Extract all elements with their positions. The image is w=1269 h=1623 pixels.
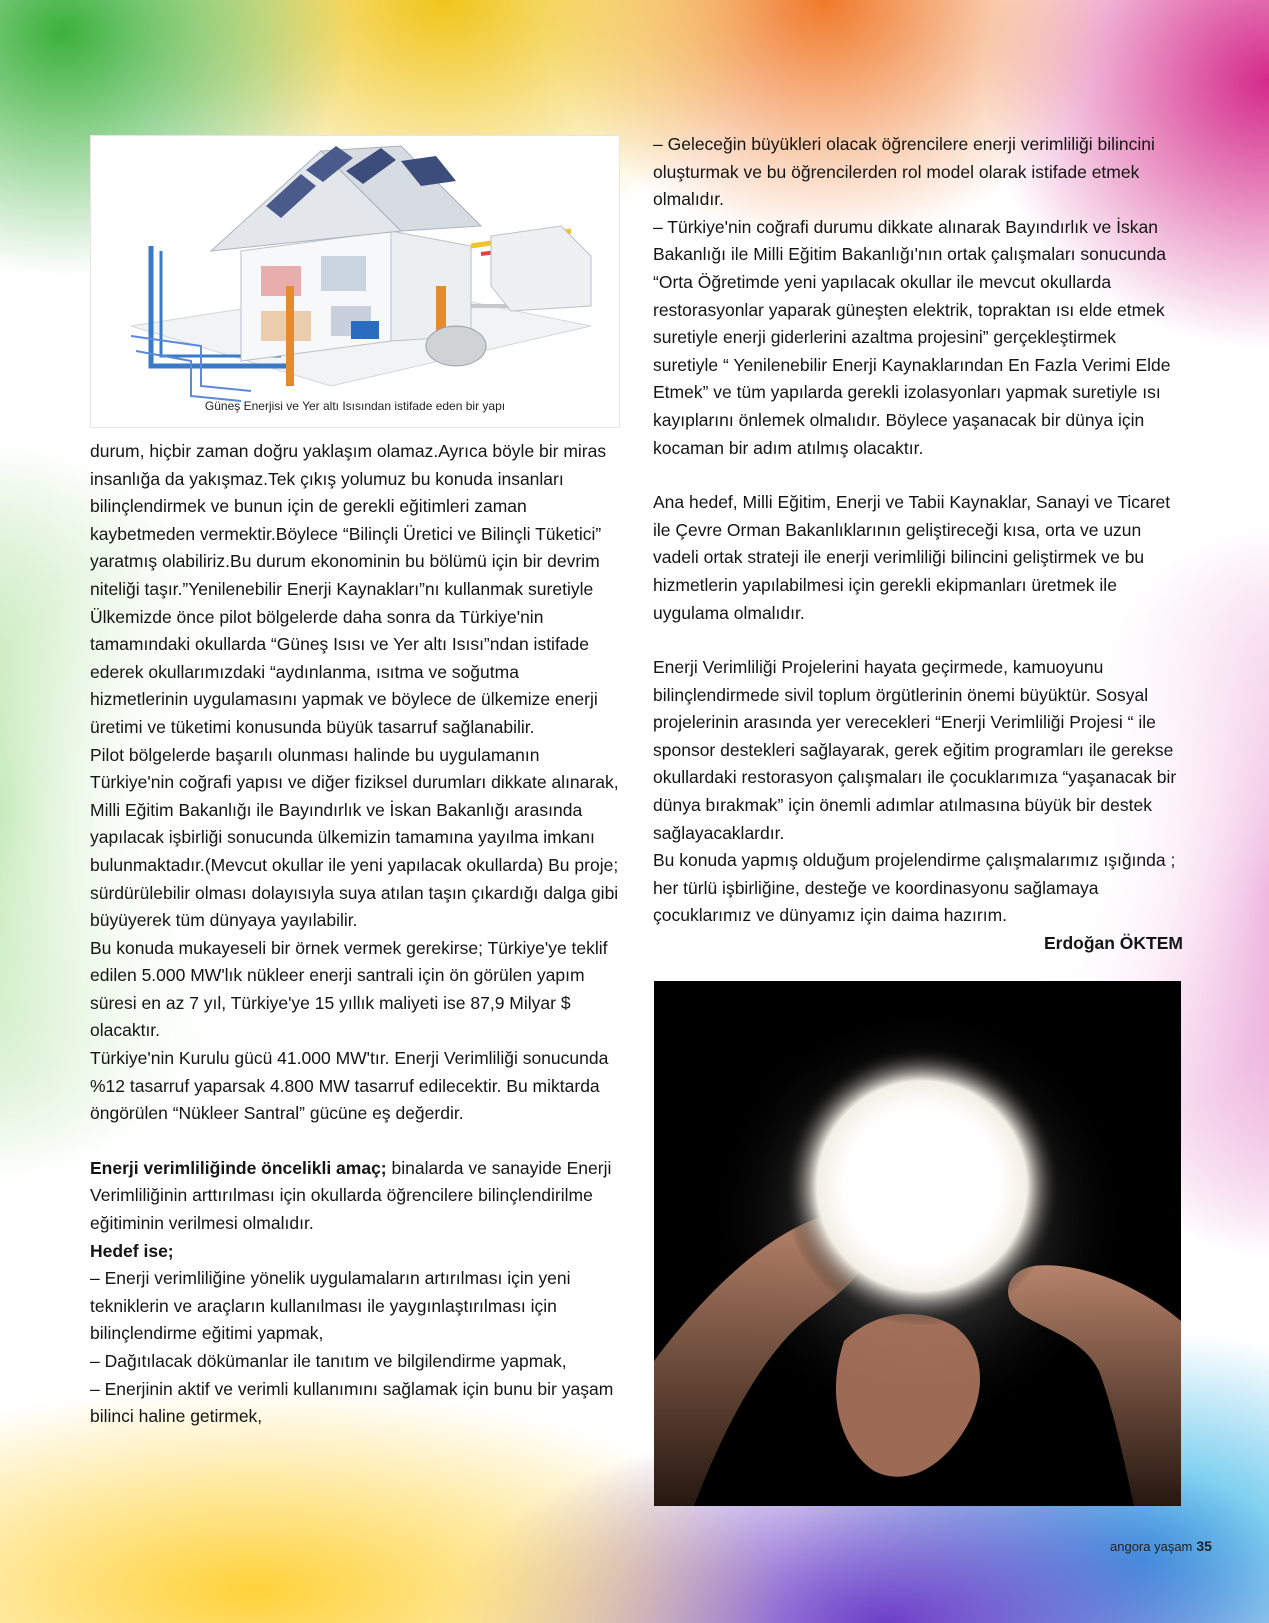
- main-goal-paragraph: Ana hedef, Milli Eğitim, Enerji ve Tabii Kaynaklar, Sanayi ve Ticaret ile Çevre Orman Bakanlıklarının geliştireceği kısa, orta ve uzun vadeli ortak strateji ile enerji verimliliği bilincini geliştirmek ve bu hizmetlerin yapılabilmesi için gerekli ekipmanları üretmek ile uygulama olmalıdır.: [653, 492, 1171, 623]
- goal-item: – Enerji verimliliğine yönelik uygulamaların artırılması için yeni tekniklerin ve araçların kullanılması ile yaygınlaştırılması için bilinçlendirme eğitimi yapmak,: [90, 1268, 571, 1344]
- paragraph: Bu konuda mukayeseli bir örnek vermek gerekirse; Türkiye'ye teklif edilen 5.000 MW'lık nükleer enerji santrali için ön görülen yapım süresi en az 7 yıl, Türkiye'ye 15 yıllık maliyeti ise 87,9 Milyar $ olacaktır.: [90, 937, 608, 1041]
- hands-light-drawing: [654, 981, 1181, 1506]
- house-drawing: [91, 136, 619, 427]
- goals-heading: Hedef ise;: [90, 1240, 174, 1261]
- magazine-name: angora yaşam: [1110, 1539, 1193, 1554]
- goal-item: – Dağıtılacak dökümanlar ile tanıtım ve bilgilendirme yapmak,: [90, 1351, 567, 1371]
- figure-caption: Güneş Enerjisi ve Yer altı Isısından istifade eden bir yapı: [204, 399, 506, 413]
- house-illustration: [90, 135, 620, 428]
- author-name: Erdoğan ÖKTEM: [1043, 933, 1183, 954]
- closing-paragraph: Bu konuda yapmış olduğum projelendirme çalışmalarımız ışığında ; her türlü işbirliğine, desteğe ve koordinasyonu sağlamaya çocuklarımız ve dünyamız için daima hazırım.: [653, 850, 1176, 926]
- priority-lead: Enerji verimliliğinde öncelikli amaç;: [90, 1157, 387, 1178]
- paragraph: Pilot bölgelerde başarılı olunması halinde bu uygulamanın Türkiye'nin coğrafi yapısı ve diğer fiziksel durumları dikkate alınarak, Milli Eğitim Bakanlığı ile Bayındırlık ve İskan Bakanlığı arasında yapılacak işbirliği sonucunda ülkemizin tamamına yayılma imkanı bulunmaktadır.(Mevcut okullar ile yeni yapılacak okullarda) Bu proje; sürdürülebilir olması dolayısıyla suya atılan taşın çıkardığı dalga gibi büyüyerek tüm dünyaya yayılabilir.: [90, 744, 619, 931]
- goal-item: – Türkiye'nin coğrafi durumu dikkate alınarak Bayındırlık ve İskan Bakanlığı ile Milli Eğitim Bakanlığı'nın ortak çalışmaları sonucunda “Orta Öğretimde yeni yapılacak okullar ile mevcut okullarda restorasyonlar yaparak güneşten elektrik, topraktan ısı elde etmek suretiyle enerji giderlerini azaltma projesini” gerçekleştirmek suretiyle “ Yenilenebilir Enerji Kaynaklarından En Fazla Verimi Elde Etmek” ve tüm yapılarda gerekli izolasyonları yapmak suretiyle ısı kayıplarını önlemek olmalıdır. Böylece yaşanacak bir dünya için kocaman bir adım atılmış olacaktır.: [653, 216, 1171, 458]
- priority-paragraph: [90, 1155, 620, 1238]
- left-column: [90, 438, 620, 1431]
- right-column: [653, 131, 1183, 958]
- goal-item: – Enerjinin aktif ve verimli kullanımını sağlamak için bunu bir yaşam bilinci haline getirmek,: [90, 1378, 614, 1427]
- hands-light-photo: [654, 981, 1181, 1506]
- paragraph: Türkiye'nin Kurulu gücü 41.000 MW'tır. Enerji Verimliliği sonucunda %12 tasarruf yaparsak 4.800 MW tasarruf edilecektir. Bu miktarda öngörülen “Nükleer Santral” gücüne eş değerdir.: [90, 1048, 609, 1124]
- priority-text: binalarda ve sanayide Enerji Verimliliğinin arttırılması için okullarda öğrencilere bilinçlendirilme eğitiminin verilmesi olmalıdır.: [90, 1157, 612, 1234]
- goal-item: – Geleceğin büyükleri olacak öğrencilere enerji verimliliği bilincini oluşturmak ve bu öğrencilerden rol model olarak istifade etmek olmalıdır.: [653, 134, 1155, 210]
- page-number: 35: [1196, 1538, 1212, 1554]
- page-footer: [1110, 1538, 1212, 1554]
- paragraph: durum, hiçbir zaman doğru yaklaşım olamaz.Ayrıca böyle bir miras insanlığa da yakışmaz.Tek çıkış yolumuz bu konuda insanları bilinçlendirmek ve bunun için de gerekli eğitimleri zaman kaybetmeden vermektir.Böylece “Bilinçli Üretici ve Bilinçli Tüketici” yaratmış olabiliriz.Bu durum ekonominin bu bölümü için bir devrim niteliği taşır.”Yenilenebilir Enerji Kaynakları”nı kullanmak suretiyle Ülkemizde önce pilot bölgelerde daha sonra da Türkiye'nin tamamındaki okullarda “Güneş Isısı ve Yer altı Isısı”ndan istifade ederek okullarımızdaki “aydınlanma, ısıtma ve soğutma hizmetlerinin uygulamasını yapmak ve böylece de ülkemize enerji üretimi ve tüketimi konusunda büyük tasarruf sağlanabilir.: [90, 441, 607, 737]
- ngo-paragraph: Enerji Verimliliği Projelerini hayata geçirmede, kamuoyunu bilinçlendirmede sivil toplum örgütlerinin önemi büyüktür. Sosyal projelerinin arasında yer verecekleri “Enerji Verimliliği Projesi “ ile sponsor destekleri sağlayarak, gerek eğitim programları ile gerekse okullardaki restorasyon çalışmaları ile çocuklarımıza “yaşanacak bir dünya bırakmak” için önemli adımlar atılmasına büyük bir destek sağlayacaklardır.: [653, 657, 1177, 843]
